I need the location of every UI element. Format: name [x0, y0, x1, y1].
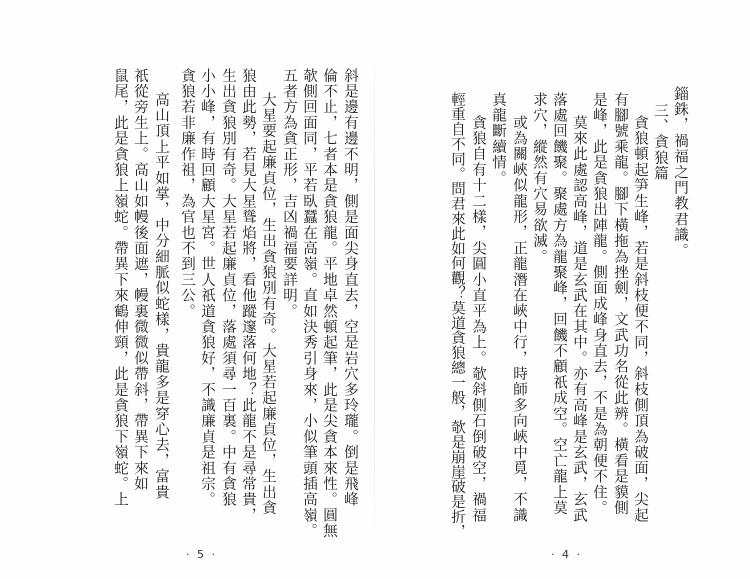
text-column: 斜是邊有邊不明，側是面尖身直去，空是岩穴多玲瓏。倒是飛峰 [342, 68, 358, 508]
text-column: 狼由此勢，若見大星聳焰將，看他蹤邃落何地？此龍不是尋常貴， [240, 68, 256, 524]
text-column: 真龍斷續情。 [490, 92, 506, 187]
text-column: 大星要起廉貞位，生出貪狼別有奇。大星若起廉貞位，生出貪 [260, 92, 276, 516]
text-column: 五者方為貪正形，吉凶禍福要詳明。 [281, 68, 297, 320]
text-column: 倫不止，七者本是貪狼龍。平地卓然頓起筆，此是尖貪本來性。圓無 [321, 68, 337, 539]
right-page [375, 0, 750, 579]
text-column: 或為關峽似龍形，正龍潛在峽中行，時師多向峽中覓，不識 [511, 115, 527, 524]
page-number: · 5 · [186, 548, 217, 561]
text-column: 莫來此處認高峰，道是玄武在其中。亦有高峰是玄武，玄武 [571, 115, 587, 524]
text-column: 輕重自不同。問君來此如何觀？莫道貪狼總一般，欹是崩崖破是折， [449, 92, 465, 539]
text-column: 是峰，此是貪狼出陣龍。側面成峰身直去，不是為朝便不住。 [591, 92, 607, 516]
text-column: 有腳號乘龍。腳下橫拖為挫劍，文武功名從此辨。橫看是貘側 [612, 92, 628, 516]
text-column: 鼠尾，此是貪狼上嶺蛇。帶異下來鶴伸頸，此是貪狼下嶺蛇。上 [112, 68, 128, 508]
text-column: 貪狼自有十二樣，尖圓小直平為上。欹斜側石倒破空，禍福 [470, 115, 486, 524]
text-column: 欹側回面同，平若臥蠶在高嶺。直如決秀引身來，小似筆頭插高嶺。 [301, 68, 317, 539]
text-column: 高山頂上平如掌，中分細脈似蛇樣，貴龍多是穿心去，富貴 [153, 92, 169, 501]
text-column: 貪狼若非廉作祖，為官也不到三公。 [179, 68, 195, 320]
page-number: · 4 · [551, 548, 582, 561]
text-column: 小小峰，有時回顧大星宮。世人祇道貪狼好，不識廉貞是祖宗。 [199, 68, 215, 508]
text-column: 貪狼頓起笋生峰，若是斜枝便不同，斜枝側頂為破面，尖起 [632, 115, 648, 524]
text-column: 錙銖，禍福之門教君識。 [672, 86, 688, 259]
text-column: 落處回饑聚。聚處方為龍聚峰，回饑不顧祇成空。空亡龍上莫 [551, 92, 567, 516]
text-column: 祇從旁生上。高山如幔後面遮，幔裏微微似帶斜，帶異下來如 [132, 68, 148, 492]
text-column: 生出貪狼別有奇。大星若起廉貞位，落處須尋一百裏。中有貪狼 [220, 68, 236, 508]
section-heading: 三、貪狼篇 [652, 103, 668, 182]
text-column: 求穴，縱然有穴易欲滅。 [531, 92, 547, 265]
